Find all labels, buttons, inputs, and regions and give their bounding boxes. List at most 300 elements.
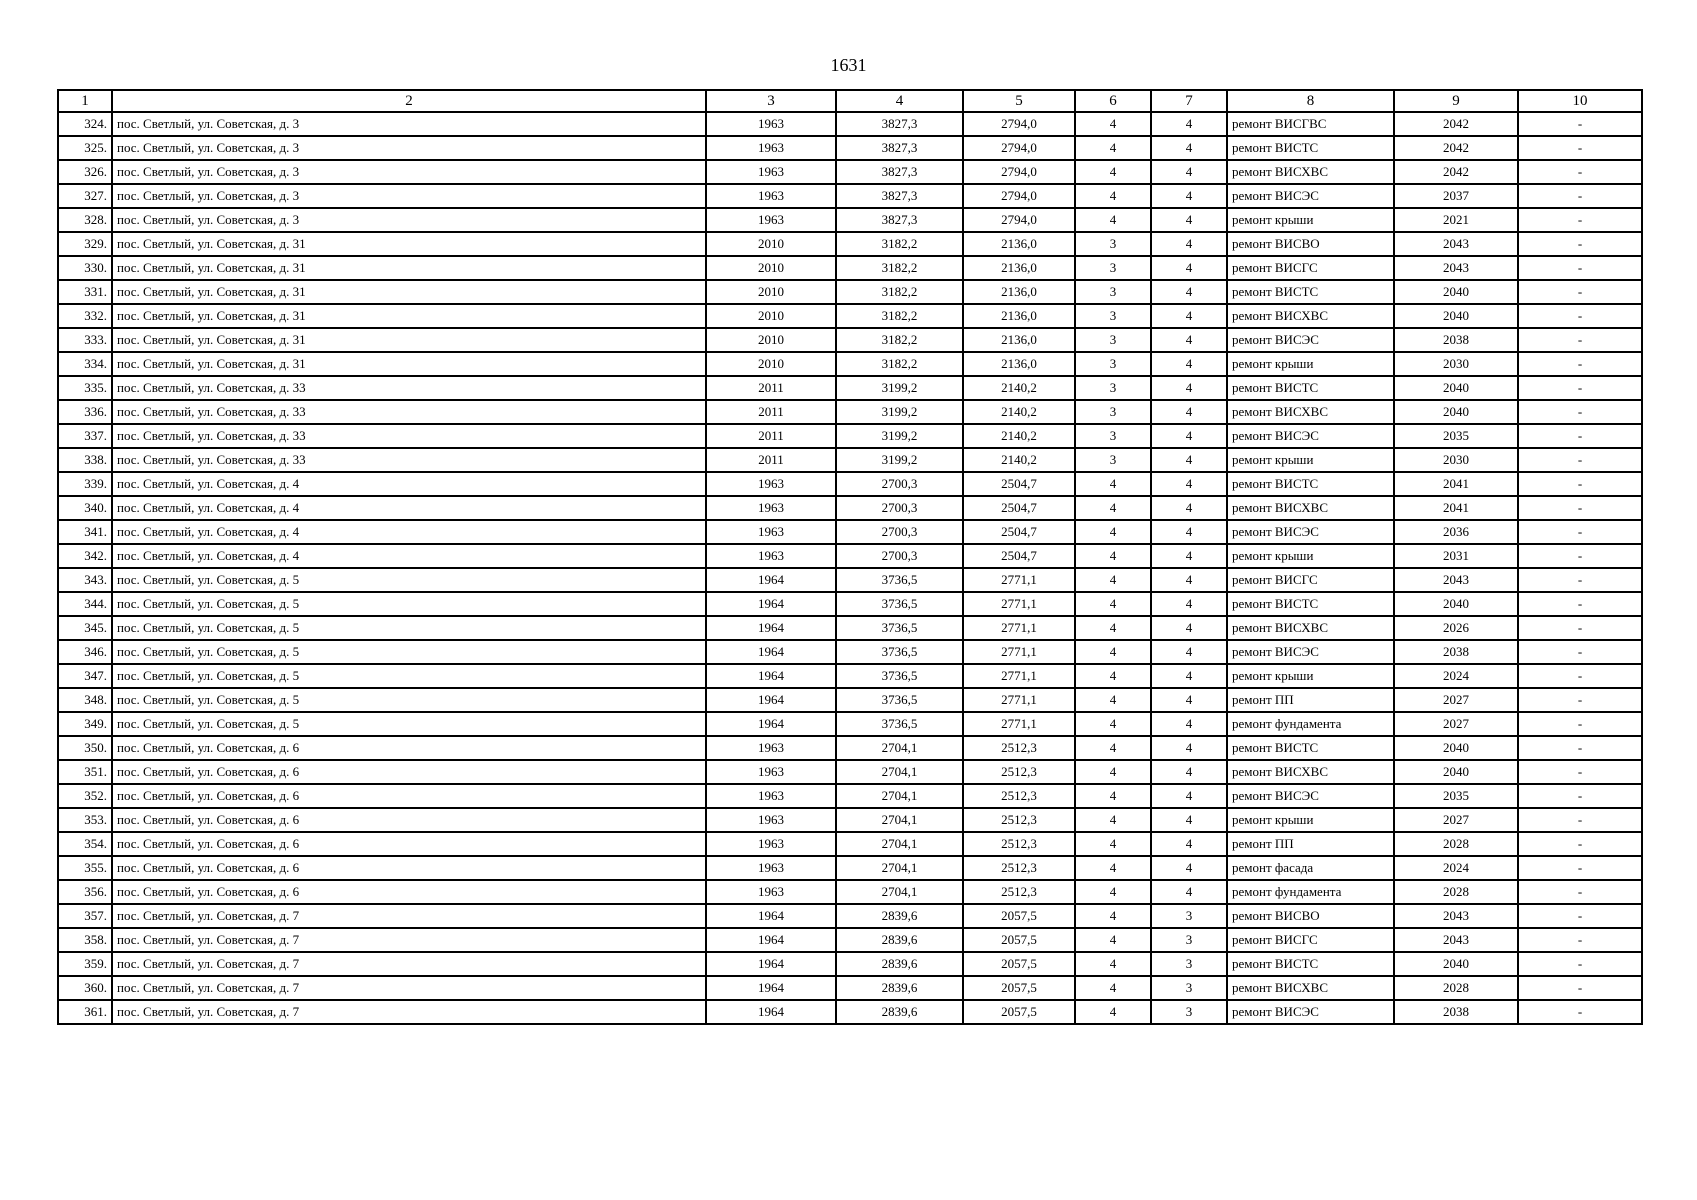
- note-cell: -: [1518, 400, 1642, 424]
- entrances-cell: 4: [1151, 616, 1227, 640]
- year-cell: 1964: [706, 952, 836, 976]
- living-area-cell: 2136,0: [963, 304, 1075, 328]
- entrances-cell: 4: [1151, 328, 1227, 352]
- work-type-cell: ремонт крыши: [1227, 664, 1394, 688]
- year-cell: 1964: [706, 688, 836, 712]
- floors-cell: 4: [1075, 568, 1151, 592]
- work-type-cell: ремонт ВИСХВС: [1227, 400, 1394, 424]
- floors-cell: 4: [1075, 760, 1151, 784]
- table-row: [58, 808, 1642, 832]
- column-header: 5: [963, 90, 1075, 112]
- entrances-cell: 4: [1151, 664, 1227, 688]
- table-row: [58, 520, 1642, 544]
- row-number: 339.: [58, 472, 112, 496]
- entrances-cell: 4: [1151, 688, 1227, 712]
- living-area-cell: 2771,1: [963, 664, 1075, 688]
- column-header: 10: [1518, 90, 1642, 112]
- year-cell: 1963: [706, 472, 836, 496]
- floors-cell: 4: [1075, 520, 1151, 544]
- note-cell: -: [1518, 1000, 1642, 1024]
- total-area-cell: 3827,3: [836, 136, 963, 160]
- address-cell: пос. Светлый, ул. Советская, д. 3: [112, 136, 706, 160]
- work-type-cell: ремонт ВИСГС: [1227, 568, 1394, 592]
- floors-cell: 4: [1075, 832, 1151, 856]
- row-number: 355.: [58, 856, 112, 880]
- year-cell: 1963: [706, 160, 836, 184]
- entrances-cell: 4: [1151, 736, 1227, 760]
- note-cell: -: [1518, 328, 1642, 352]
- work-type-cell: ремонт ВИСХВС: [1227, 160, 1394, 184]
- column-header: 6: [1075, 90, 1151, 112]
- year-cell: 1964: [706, 616, 836, 640]
- living-area-cell: 2136,0: [963, 232, 1075, 256]
- work-type-cell: ремонт ВИСГВС: [1227, 112, 1394, 136]
- column-number-row: [58, 90, 1642, 112]
- note-cell: -: [1518, 928, 1642, 952]
- planned-year-cell: 2024: [1394, 664, 1518, 688]
- year-cell: 2010: [706, 352, 836, 376]
- entrances-cell: 4: [1151, 136, 1227, 160]
- planned-year-cell: 2021: [1394, 208, 1518, 232]
- row-number: 325.: [58, 136, 112, 160]
- row-number: 347.: [58, 664, 112, 688]
- note-cell: -: [1518, 520, 1642, 544]
- entrances-cell: 4: [1151, 184, 1227, 208]
- table-row: [58, 712, 1642, 736]
- table-row: [58, 112, 1642, 136]
- floors-cell: 4: [1075, 472, 1151, 496]
- address-cell: пос. Светлый, ул. Советская, д. 4: [112, 520, 706, 544]
- planned-year-cell: 2026: [1394, 616, 1518, 640]
- note-cell: -: [1518, 592, 1642, 616]
- floors-cell: 4: [1075, 856, 1151, 880]
- table-row: [58, 832, 1642, 856]
- work-type-cell: ремонт ВИСЭС: [1227, 184, 1394, 208]
- address-cell: пос. Светлый, ул. Советская, д. 4: [112, 472, 706, 496]
- entrances-cell: 3: [1151, 928, 1227, 952]
- living-area-cell: 2504,7: [963, 472, 1075, 496]
- total-area-cell: 3736,5: [836, 688, 963, 712]
- planned-year-cell: 2041: [1394, 496, 1518, 520]
- work-type-cell: ремонт ВИСЭС: [1227, 520, 1394, 544]
- planned-year-cell: 2037: [1394, 184, 1518, 208]
- total-area-cell: 3736,5: [836, 664, 963, 688]
- note-cell: -: [1518, 712, 1642, 736]
- note-cell: -: [1518, 880, 1642, 904]
- row-number: 354.: [58, 832, 112, 856]
- planned-year-cell: 2035: [1394, 784, 1518, 808]
- note-cell: -: [1518, 424, 1642, 448]
- year-cell: 1964: [706, 1000, 836, 1024]
- address-cell: пос. Светлый, ул. Советская, д. 6: [112, 784, 706, 808]
- total-area-cell: 3182,2: [836, 328, 963, 352]
- living-area-cell: 2512,3: [963, 856, 1075, 880]
- year-cell: 2010: [706, 256, 836, 280]
- year-cell: 1963: [706, 544, 836, 568]
- work-type-cell: ремонт ВИСХВС: [1227, 304, 1394, 328]
- address-cell: пос. Светлый, ул. Советская, д. 5: [112, 664, 706, 688]
- note-cell: -: [1518, 160, 1642, 184]
- note-cell: -: [1518, 736, 1642, 760]
- total-area-cell: 3199,2: [836, 424, 963, 448]
- living-area-cell: 2771,1: [963, 712, 1075, 736]
- total-area-cell: 3736,5: [836, 640, 963, 664]
- entrances-cell: 4: [1151, 760, 1227, 784]
- note-cell: -: [1518, 208, 1642, 232]
- work-type-cell: ремонт ВИСГС: [1227, 256, 1394, 280]
- address-cell: пос. Светлый, ул. Советская, д. 3: [112, 112, 706, 136]
- note-cell: -: [1518, 232, 1642, 256]
- address-cell: пос. Светлый, ул. Советская, д. 31: [112, 328, 706, 352]
- address-cell: пос. Светлый, ул. Советская, д. 33: [112, 448, 706, 472]
- row-number: 358.: [58, 928, 112, 952]
- address-cell: пос. Светлый, ул. Советская, д. 4: [112, 544, 706, 568]
- work-type-cell: ремонт ВИСТС: [1227, 376, 1394, 400]
- table-row: [58, 592, 1642, 616]
- total-area-cell: 2704,1: [836, 880, 963, 904]
- living-area-cell: 2504,7: [963, 544, 1075, 568]
- planned-year-cell: 2040: [1394, 280, 1518, 304]
- note-cell: -: [1518, 640, 1642, 664]
- entrances-cell: 3: [1151, 976, 1227, 1000]
- work-type-cell: ремонт крыши: [1227, 352, 1394, 376]
- planned-year-cell: 2035: [1394, 424, 1518, 448]
- entrances-cell: 3: [1151, 952, 1227, 976]
- planned-year-cell: 2043: [1394, 904, 1518, 928]
- total-area-cell: 2700,3: [836, 544, 963, 568]
- total-area-cell: 3827,3: [836, 112, 963, 136]
- row-number: 334.: [58, 352, 112, 376]
- table-row: [58, 376, 1642, 400]
- total-area-cell: 3182,2: [836, 304, 963, 328]
- work-type-cell: ремонт ВИСЭС: [1227, 784, 1394, 808]
- note-cell: -: [1518, 136, 1642, 160]
- table-row: [58, 352, 1642, 376]
- row-number: 336.: [58, 400, 112, 424]
- note-cell: -: [1518, 376, 1642, 400]
- note-cell: -: [1518, 688, 1642, 712]
- work-type-cell: ремонт ВИСЭС: [1227, 424, 1394, 448]
- floors-cell: 4: [1075, 784, 1151, 808]
- planned-year-cell: 2040: [1394, 304, 1518, 328]
- row-number: 341.: [58, 520, 112, 544]
- row-number: 340.: [58, 496, 112, 520]
- living-area-cell: 2771,1: [963, 568, 1075, 592]
- living-area-cell: 2794,0: [963, 136, 1075, 160]
- table-body: [58, 112, 1642, 1024]
- living-area-cell: 2512,3: [963, 880, 1075, 904]
- row-number: 350.: [58, 736, 112, 760]
- column-header: 4: [836, 90, 963, 112]
- planned-year-cell: 2024: [1394, 856, 1518, 880]
- column-header: 8: [1227, 90, 1394, 112]
- row-number: 361.: [58, 1000, 112, 1024]
- total-area-cell: 3182,2: [836, 280, 963, 304]
- row-number: 344.: [58, 592, 112, 616]
- floors-cell: 4: [1075, 976, 1151, 1000]
- address-cell: пос. Светлый, ул. Советская, д. 33: [112, 424, 706, 448]
- table-row: [58, 448, 1642, 472]
- year-cell: 1963: [706, 520, 836, 544]
- table-row: [58, 256, 1642, 280]
- living-area-cell: 2512,3: [963, 784, 1075, 808]
- planned-year-cell: 2040: [1394, 736, 1518, 760]
- living-area-cell: 2512,3: [963, 736, 1075, 760]
- living-area-cell: 2136,0: [963, 256, 1075, 280]
- table-row: [58, 136, 1642, 160]
- address-cell: пос. Светлый, ул. Советская, д. 33: [112, 400, 706, 424]
- note-cell: -: [1518, 304, 1642, 328]
- table-row: [58, 616, 1642, 640]
- work-type-cell: ремонт ВИСТС: [1227, 472, 1394, 496]
- year-cell: 2010: [706, 280, 836, 304]
- year-cell: 1964: [706, 928, 836, 952]
- floors-cell: 3: [1075, 280, 1151, 304]
- total-area-cell: 2839,6: [836, 976, 963, 1000]
- total-area-cell: 3736,5: [836, 568, 963, 592]
- living-area-cell: 2794,0: [963, 184, 1075, 208]
- entrances-cell: 4: [1151, 256, 1227, 280]
- table-row: [58, 280, 1642, 304]
- floors-cell: 4: [1075, 1000, 1151, 1024]
- living-area-cell: 2136,0: [963, 352, 1075, 376]
- work-type-cell: ремонт ВИСТС: [1227, 952, 1394, 976]
- row-number: 360.: [58, 976, 112, 1000]
- table-row: [58, 736, 1642, 760]
- work-type-cell: ремонт фасада: [1227, 856, 1394, 880]
- planned-year-cell: 2028: [1394, 976, 1518, 1000]
- note-cell: -: [1518, 568, 1642, 592]
- planned-year-cell: 2027: [1394, 808, 1518, 832]
- work-type-cell: ремонт ВИСТС: [1227, 736, 1394, 760]
- entrances-cell: 4: [1151, 112, 1227, 136]
- floors-cell: 4: [1075, 664, 1151, 688]
- floors-cell: 4: [1075, 136, 1151, 160]
- work-type-cell: ремонт ВИСТС: [1227, 592, 1394, 616]
- planned-year-cell: 2030: [1394, 448, 1518, 472]
- year-cell: 1963: [706, 208, 836, 232]
- floors-cell: 4: [1075, 496, 1151, 520]
- living-area-cell: 2771,1: [963, 592, 1075, 616]
- floors-cell: 3: [1075, 352, 1151, 376]
- column-header: 7: [1151, 90, 1227, 112]
- year-cell: 1963: [706, 736, 836, 760]
- row-number: 348.: [58, 688, 112, 712]
- floors-cell: 3: [1075, 256, 1151, 280]
- year-cell: 1963: [706, 880, 836, 904]
- year-cell: 2010: [706, 328, 836, 352]
- table-row: [58, 472, 1642, 496]
- year-cell: 2011: [706, 424, 836, 448]
- note-cell: -: [1518, 472, 1642, 496]
- total-area-cell: 3182,2: [836, 256, 963, 280]
- address-cell: пос. Светлый, ул. Советская, д. 5: [112, 568, 706, 592]
- year-cell: 1963: [706, 856, 836, 880]
- floors-cell: 4: [1075, 904, 1151, 928]
- total-area-cell: 2704,1: [836, 808, 963, 832]
- page-number: 1631: [830, 55, 867, 75]
- row-number: 357.: [58, 904, 112, 928]
- entrances-cell: 4: [1151, 352, 1227, 376]
- entrances-cell: 4: [1151, 304, 1227, 328]
- table-row: [58, 544, 1642, 568]
- entrances-cell: 4: [1151, 640, 1227, 664]
- address-cell: пос. Светлый, ул. Советская, д. 6: [112, 880, 706, 904]
- entrances-cell: 4: [1151, 856, 1227, 880]
- year-cell: 1964: [706, 568, 836, 592]
- entrances-cell: 4: [1151, 280, 1227, 304]
- floors-cell: 3: [1075, 400, 1151, 424]
- address-cell: пос. Светлый, ул. Советская, д. 7: [112, 976, 706, 1000]
- entrances-cell: 4: [1151, 784, 1227, 808]
- total-area-cell: 3827,3: [836, 160, 963, 184]
- planned-year-cell: 2028: [1394, 880, 1518, 904]
- entrances-cell: 4: [1151, 496, 1227, 520]
- total-area-cell: 2700,3: [836, 496, 963, 520]
- year-cell: 1963: [706, 136, 836, 160]
- work-type-cell: ремонт ПП: [1227, 832, 1394, 856]
- living-area-cell: 2771,1: [963, 688, 1075, 712]
- year-cell: 2011: [706, 400, 836, 424]
- living-area-cell: 2140,2: [963, 400, 1075, 424]
- living-area-cell: 2512,3: [963, 832, 1075, 856]
- address-cell: пос. Светлый, ул. Советская, д. 7: [112, 952, 706, 976]
- living-area-cell: 2057,5: [963, 976, 1075, 1000]
- note-cell: -: [1518, 352, 1642, 376]
- entrances-cell: 4: [1151, 808, 1227, 832]
- row-number: 327.: [58, 184, 112, 208]
- row-number: 338.: [58, 448, 112, 472]
- floors-cell: 3: [1075, 424, 1151, 448]
- column-header: 3: [706, 90, 836, 112]
- year-cell: 1963: [706, 496, 836, 520]
- total-area-cell: 2700,3: [836, 520, 963, 544]
- row-number: 324.: [58, 112, 112, 136]
- total-area-cell: 2704,1: [836, 760, 963, 784]
- entrances-cell: 4: [1151, 448, 1227, 472]
- entrances-cell: 4: [1151, 424, 1227, 448]
- address-cell: пос. Светлый, ул. Советская, д. 31: [112, 256, 706, 280]
- planned-year-cell: 2030: [1394, 352, 1518, 376]
- work-type-cell: ремонт ПП: [1227, 688, 1394, 712]
- living-area-cell: 2140,2: [963, 448, 1075, 472]
- living-area-cell: 2136,0: [963, 280, 1075, 304]
- table-row: [58, 184, 1642, 208]
- total-area-cell: 3182,2: [836, 352, 963, 376]
- living-area-cell: 2140,2: [963, 376, 1075, 400]
- table-row: [58, 952, 1642, 976]
- note-cell: -: [1518, 952, 1642, 976]
- year-cell: 2010: [706, 232, 836, 256]
- table-row: [58, 496, 1642, 520]
- work-type-cell: ремонт фундамента: [1227, 712, 1394, 736]
- table-row: [58, 400, 1642, 424]
- planned-year-cell: 2041: [1394, 472, 1518, 496]
- planned-year-cell: 2038: [1394, 1000, 1518, 1024]
- planned-year-cell: 2027: [1394, 688, 1518, 712]
- living-area-cell: 2140,2: [963, 424, 1075, 448]
- year-cell: 1963: [706, 112, 836, 136]
- total-area-cell: 3199,2: [836, 448, 963, 472]
- planned-year-cell: 2038: [1394, 328, 1518, 352]
- entrances-cell: 4: [1151, 160, 1227, 184]
- planned-year-cell: 2031: [1394, 544, 1518, 568]
- column-header: 9: [1394, 90, 1518, 112]
- row-number: 343.: [58, 568, 112, 592]
- total-area-cell: 3736,5: [836, 592, 963, 616]
- year-cell: 1964: [706, 976, 836, 1000]
- planned-year-cell: 2043: [1394, 928, 1518, 952]
- work-type-cell: ремонт крыши: [1227, 808, 1394, 832]
- floors-cell: 4: [1075, 712, 1151, 736]
- row-number: 329.: [58, 232, 112, 256]
- year-cell: 1963: [706, 784, 836, 808]
- entrances-cell: 4: [1151, 568, 1227, 592]
- entrances-cell: 4: [1151, 376, 1227, 400]
- address-cell: пос. Светлый, ул. Советская, д. 3: [112, 208, 706, 232]
- work-type-cell: ремонт ВИСЭС: [1227, 328, 1394, 352]
- table-row: [58, 760, 1642, 784]
- row-number: 337.: [58, 424, 112, 448]
- year-cell: 1963: [706, 832, 836, 856]
- row-number: 326.: [58, 160, 112, 184]
- address-cell: пос. Светлый, ул. Советская, д. 5: [112, 592, 706, 616]
- row-number: 359.: [58, 952, 112, 976]
- row-number: 352.: [58, 784, 112, 808]
- note-cell: -: [1518, 904, 1642, 928]
- row-number: 331.: [58, 280, 112, 304]
- address-cell: пос. Светлый, ул. Советская, д. 6: [112, 808, 706, 832]
- floors-cell: 4: [1075, 736, 1151, 760]
- row-number: 333.: [58, 328, 112, 352]
- work-type-cell: ремонт ВИСГС: [1227, 928, 1394, 952]
- address-cell: пос. Светлый, ул. Советская, д. 33: [112, 376, 706, 400]
- year-cell: 1964: [706, 712, 836, 736]
- row-number: 351.: [58, 760, 112, 784]
- year-cell: 1964: [706, 664, 836, 688]
- table-row: [58, 928, 1642, 952]
- work-type-cell: ремонт ВИСХВС: [1227, 496, 1394, 520]
- total-area-cell: 3736,5: [836, 712, 963, 736]
- total-area-cell: 3199,2: [836, 376, 963, 400]
- floors-cell: 4: [1075, 592, 1151, 616]
- row-number: 346.: [58, 640, 112, 664]
- total-area-cell: 3182,2: [836, 232, 963, 256]
- total-area-cell: 2839,6: [836, 904, 963, 928]
- floors-cell: 3: [1075, 232, 1151, 256]
- row-number: 345.: [58, 616, 112, 640]
- living-area-cell: 2794,0: [963, 160, 1075, 184]
- note-cell: -: [1518, 184, 1642, 208]
- entrances-cell: 4: [1151, 832, 1227, 856]
- row-number: 330.: [58, 256, 112, 280]
- note-cell: -: [1518, 112, 1642, 136]
- note-cell: -: [1518, 544, 1642, 568]
- living-area-cell: 2794,0: [963, 112, 1075, 136]
- year-cell: 1963: [706, 808, 836, 832]
- note-cell: -: [1518, 856, 1642, 880]
- living-area-cell: 2057,5: [963, 904, 1075, 928]
- floors-cell: 4: [1075, 112, 1151, 136]
- living-area-cell: 2794,0: [963, 208, 1075, 232]
- work-type-cell: ремонт крыши: [1227, 208, 1394, 232]
- floors-cell: 4: [1075, 808, 1151, 832]
- floors-cell: 3: [1075, 328, 1151, 352]
- year-cell: 2011: [706, 448, 836, 472]
- note-cell: -: [1518, 448, 1642, 472]
- total-area-cell: 2704,1: [836, 832, 963, 856]
- total-area-cell: 3827,3: [836, 208, 963, 232]
